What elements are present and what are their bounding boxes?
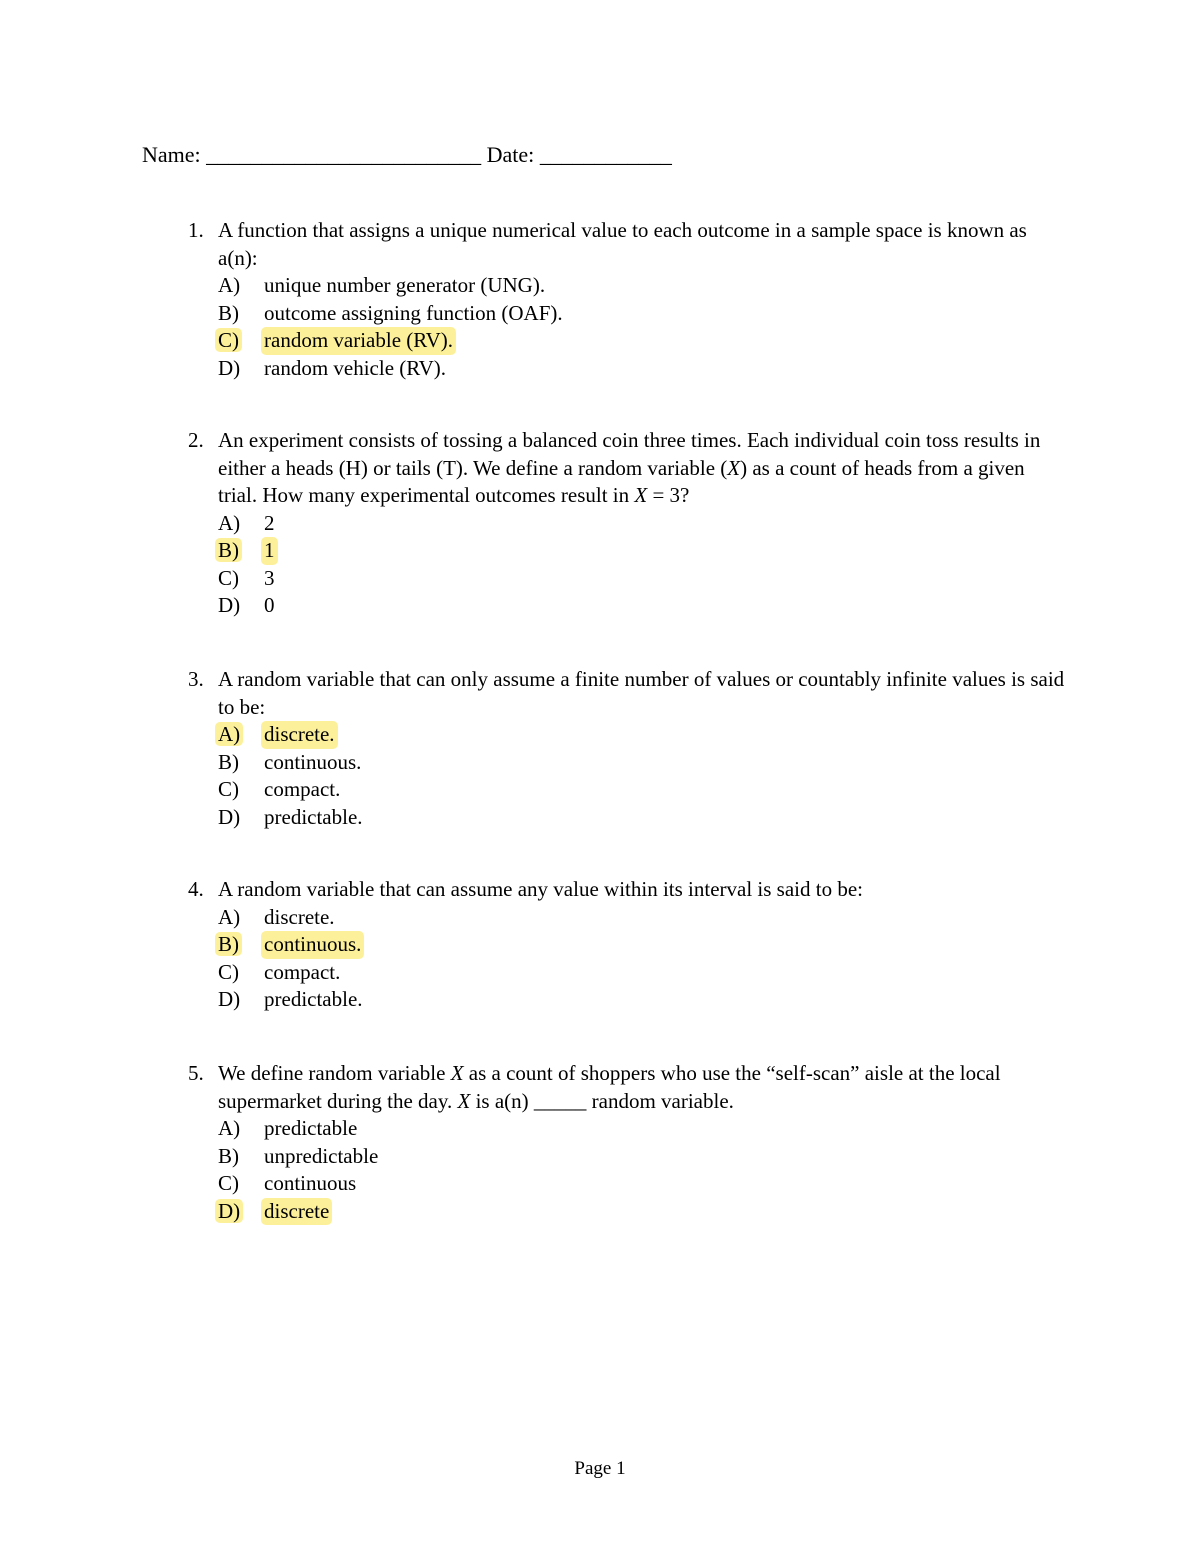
option-text: 0 — [264, 593, 275, 617]
option-letter-highlighted: D) — [218, 1198, 264, 1226]
question-text: A function that assigns a unique numerical value to each outcome in a sample space is known as a(n): — [218, 218, 1027, 270]
question-number: 1. — [188, 218, 204, 242]
option-text: predictable — [264, 1116, 358, 1140]
date-blank: ____________ — [539, 142, 672, 167]
question-text: A random variable that can only assume a finite number of values or countably infinite values is said to be: — [218, 667, 1065, 719]
option-text-highlighted: discrete — [261, 1198, 332, 1226]
option-list — [218, 1115, 1068, 1225]
option-text: outcome assigning function (OAF). — [264, 300, 563, 325]
question-number: 2. — [188, 428, 204, 452]
option-letter: A) — [218, 904, 241, 929]
option-b-answer — [218, 537, 1068, 565]
question-3 — [188, 666, 1068, 831]
option-c — [218, 565, 1068, 593]
option-letter: D) — [218, 355, 241, 380]
option-text: unpredictable — [264, 1143, 379, 1168]
option-d — [218, 804, 1068, 832]
option-letter: A) — [218, 273, 241, 297]
option-letter-highlighted: B) — [218, 931, 264, 959]
option-letter: A) — [218, 1116, 241, 1140]
option-text: 3 — [264, 565, 275, 590]
page-number: Page 1 — [574, 1458, 626, 1479]
option-text: random vehicle (RV). — [264, 355, 447, 380]
option-list — [218, 510, 1068, 620]
question-1 — [188, 217, 1068, 382]
name-date-header — [142, 140, 672, 170]
option-letter-highlighted: C) — [218, 327, 264, 355]
page-footer — [0, 1458, 1200, 1480]
option-letter-highlighted: B) — [218, 537, 264, 565]
option-c — [218, 1170, 1068, 1198]
question-text: A random variable that can assume any value within its interval is said to be: — [218, 877, 864, 901]
option-text: continuous. — [264, 749, 362, 774]
option-text: unique number generator (UNG). — [264, 273, 546, 297]
question-text: We define random variable X as a count of shoppers who use the “self-scan” aisle at the local supermarket during the day. X is a(n) _____ random variable. — [218, 1061, 1001, 1113]
option-text-highlighted: continuous. — [261, 931, 364, 959]
option-c — [218, 959, 1068, 987]
name-label: Name: — [142, 142, 201, 167]
option-text: 2 — [264, 510, 275, 535]
option-text: compact. — [264, 777, 341, 801]
option-a — [218, 1115, 1068, 1143]
option-letter: A) — [218, 510, 241, 535]
option-a-answer — [218, 721, 1068, 749]
option-letter: C) — [218, 565, 239, 590]
option-letter: D) — [218, 987, 241, 1011]
option-text-highlighted: 1 — [261, 537, 278, 565]
option-text: compact. — [264, 959, 341, 984]
option-d — [218, 592, 1068, 620]
question-text: An experiment consists of tossing a balanced coin three times. Each individual coin toss results in either a heads (H) or tails (T). We define a random variable (X) as a count of heads from a given trial. How many experimental outcomes result in X = 3? — [218, 428, 1041, 507]
question-5 — [188, 1060, 1068, 1225]
option-text-highlighted: discrete. — [261, 721, 338, 749]
option-b — [218, 749, 1068, 777]
option-a — [218, 510, 1068, 538]
option-d-answer — [218, 1198, 1068, 1226]
option-c — [218, 776, 1068, 804]
option-b — [218, 300, 1068, 328]
question-number: 3. — [188, 667, 204, 691]
question-4 — [188, 876, 1068, 1014]
option-text: continuous — [264, 1171, 357, 1195]
option-d — [218, 355, 1068, 383]
option-list — [218, 272, 1068, 382]
option-letter: D) — [218, 804, 241, 829]
option-text: discrete. — [264, 904, 335, 929]
name-blank: _________________________ — [206, 142, 482, 167]
option-letter: B) — [218, 1143, 239, 1168]
option-list — [218, 904, 1068, 1014]
option-b-answer — [218, 931, 1068, 959]
date-label: Date: — [486, 142, 535, 167]
option-letter: D) — [218, 593, 241, 617]
option-letter: B) — [218, 749, 239, 774]
option-letter: C) — [218, 959, 239, 984]
option-letter-highlighted: A) — [218, 721, 264, 749]
option-c-answer — [218, 327, 1068, 355]
variable-x: X — [634, 483, 648, 507]
option-text: predictable. — [264, 804, 363, 829]
option-list — [218, 721, 1068, 831]
option-d — [218, 986, 1068, 1014]
variable-x: X — [457, 1088, 471, 1113]
option-letter: B) — [218, 300, 239, 325]
question-2 — [188, 427, 1068, 620]
option-letter: C) — [218, 1171, 239, 1195]
option-a — [218, 904, 1068, 932]
variable-x: X — [450, 1061, 464, 1085]
option-b — [218, 1143, 1068, 1171]
question-number: 4. — [188, 877, 204, 901]
option-text: predictable. — [264, 987, 363, 1011]
option-letter: C) — [218, 777, 239, 801]
option-a — [218, 272, 1068, 300]
question-number: 5. — [188, 1061, 204, 1085]
option-text-highlighted: random variable (RV). — [261, 327, 456, 355]
variable-x: X — [727, 455, 741, 480]
